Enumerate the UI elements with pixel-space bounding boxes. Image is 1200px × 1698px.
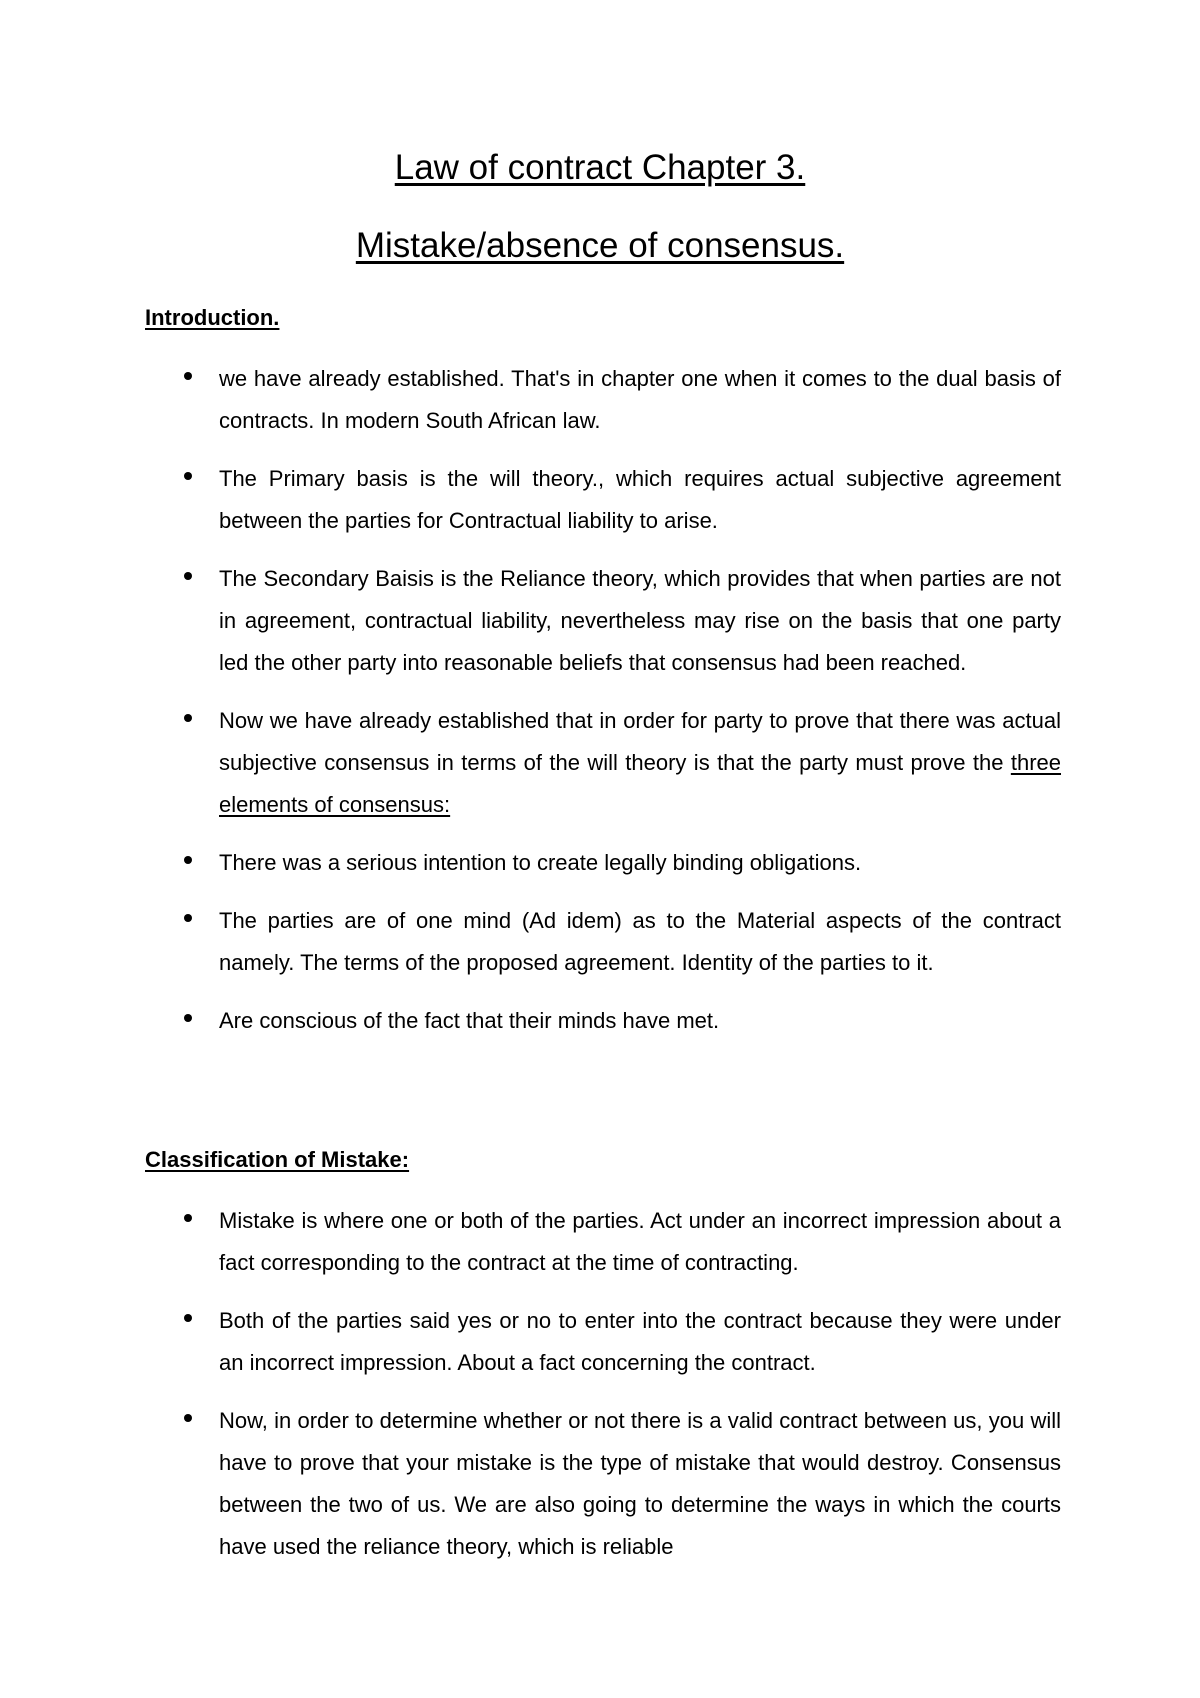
document-subtitle: Mistake/absence of consensus. [355, 226, 845, 265]
list-item [0, 700, 1200, 826]
list-item-text [219, 700, 1061, 826]
list-item-text: The Secondary Baisis is the Reliance theory, which provides that when parties are not in agreement, contractual liability, nevertheless may rise on the basis that one party led the other party into reasonable beliefs that consensus had been reached. [219, 566, 1061, 675]
bullet-icon [184, 572, 192, 580]
list-item-text: Both of the parties said yes or no to enter into the contract because they were under an incorrect impression. About a fact concerning the contract. [219, 1308, 1061, 1375]
bullet-icon [184, 856, 192, 864]
bullet-icon [184, 1414, 192, 1422]
section-heading-introduction: Introduction. [145, 305, 280, 330]
list-item [0, 458, 1200, 542]
bullet-icon [184, 1214, 192, 1222]
bullet-icon [184, 1314, 192, 1322]
bullet-icon [184, 914, 192, 922]
list-item-text: The parties are of one mind (Ad idem) as to the Material aspects of the contract namely. The terms of the proposed agreement. Identity of the parties to it. [219, 908, 1061, 975]
list-item-text: Mistake is where one or both of the parties. Act under an incorrect impression about a fact corresponding to the contract at the time of contracting. [219, 1208, 1061, 1275]
list-item [0, 900, 1200, 984]
list-item [0, 1000, 1200, 1042]
list-item [0, 842, 1200, 884]
list-item [0, 558, 1200, 684]
list-item [0, 358, 1200, 442]
classification-bullet-list [0, 1200, 1200, 1584]
bullet-icon [184, 372, 192, 380]
list-item-text: Are conscious of the fact that their minds have met. [219, 1008, 720, 1033]
introduction-bullet-list [0, 358, 1200, 1058]
list-item-text: Now, in order to determine whether or not there is a valid contract between us, you will have to prove that your mistake is the type of mistake that would destroy. Consensus between the two of us. We are also going to determine the ways in which the courts have used the reliance theory, which is reliable [219, 1408, 1061, 1559]
list-item-text: The Primary basis is the will theory., which requires actual subjective agreement between the parties for Contractual liability to arise. [219, 466, 1061, 533]
bullet-icon [184, 714, 192, 722]
bullet-icon [184, 472, 192, 480]
list-item [0, 1300, 1200, 1384]
list-item [0, 1400, 1200, 1568]
list-item-text: we have already established. That's in chapter one when it comes to the dual basis of contracts. In modern South African law. [219, 366, 1061, 433]
underlined-phrase: three elements of consensus: [219, 750, 1061, 817]
document-title: Law of contract Chapter 3. [394, 148, 806, 187]
list-item [0, 1200, 1200, 1284]
list-item-text: There was a serious intention to create legally binding obligations. [219, 850, 862, 875]
section-heading-classification: Classification of Mistake: [145, 1147, 410, 1172]
bullet-icon [184, 1014, 192, 1022]
list-item-text-lead: Now we have already established that in order for party to prove that there was actual subjective consensus in terms of the will theory is that the party must prove the [219, 708, 1061, 775]
